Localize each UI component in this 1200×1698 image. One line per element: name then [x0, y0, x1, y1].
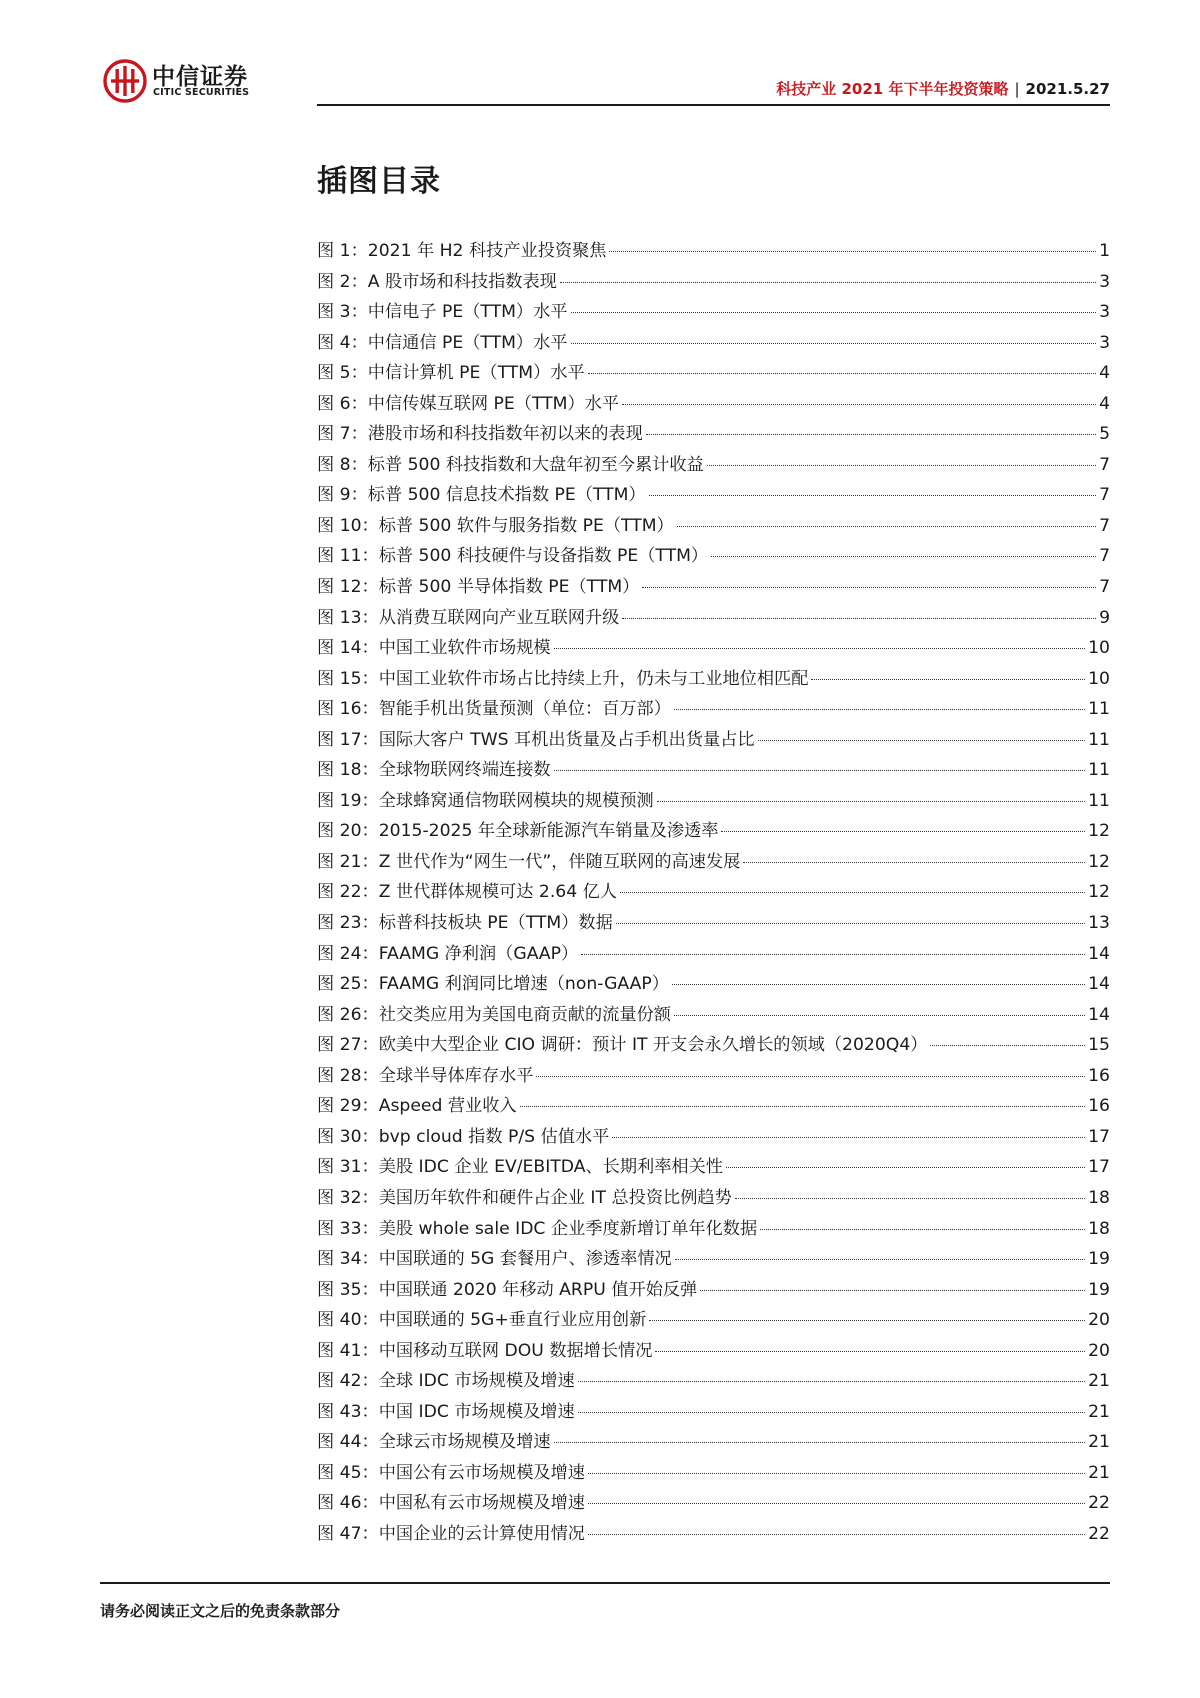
toc-entry-page: 3 [1099, 332, 1110, 353]
toc-dot-leader [554, 648, 1086, 649]
toc-entry-label: 图 21：Z 世代作为“网生一代”，伴随互联网的高速发展 [317, 851, 741, 872]
toc-entry[interactable] [317, 358, 1110, 389]
toc-entry[interactable] [317, 1122, 1110, 1153]
toc-entry-page: 21 [1088, 1401, 1110, 1422]
toc-entry-page: 13 [1088, 913, 1110, 934]
toc-entry-label: 图 4：中信通信 PE（TTM）水平 [317, 332, 568, 353]
figure-list [317, 236, 1110, 1550]
citic-logo-icon [103, 59, 147, 103]
toc-entry[interactable] [317, 664, 1110, 695]
toc-entry-page: 7 [1099, 577, 1110, 598]
toc-entry[interactable] [317, 1458, 1110, 1489]
toc-entry[interactable] [317, 1397, 1110, 1428]
toc-dot-leader [700, 1290, 1085, 1291]
toc-dot-leader [620, 892, 1085, 893]
toc-entry-label: 图 26：社交类应用为美国电商贡献的流量份额 [317, 1004, 671, 1025]
toc-entry-label: 图 10：标普 500 软件与服务指数 PE（TTM） [317, 515, 674, 536]
toc-dot-leader [588, 1534, 1085, 1535]
toc-entry-label: 图 42：全球 IDC 市场规模及增速 [317, 1371, 575, 1392]
toc-dot-leader [711, 556, 1096, 557]
toc-entry-label: 图 24：FAAMG 净利润（GAAP） [317, 943, 579, 964]
toc-entry-label: 图 41：中国移动互联网 DOU 数据增长情况 [317, 1340, 653, 1361]
toc-entry-label: 图 15：中国工业软件市场占比持续上升，仍未与工业地位相匹配 [317, 668, 809, 689]
toc-entry-page: 16 [1088, 1065, 1110, 1086]
header-separator: | [1014, 80, 1020, 98]
toc-entry[interactable] [317, 1091, 1110, 1122]
toc-entry-label: 图 28：全球半导体库存水平 [317, 1065, 534, 1086]
toc-entry-label: 图 13：从消费互联网向产业互联网升级 [317, 607, 620, 628]
toc-entry[interactable] [317, 1183, 1110, 1214]
toc-entry-page: 19 [1088, 1249, 1110, 1270]
toc-entry-page: 22 [1088, 1493, 1110, 1514]
toc-entry[interactable] [317, 1366, 1110, 1397]
toc-dot-leader [581, 954, 1085, 955]
toc-entry-page: 21 [1088, 1462, 1110, 1483]
toc-entry[interactable] [317, 450, 1110, 481]
footer-divider [100, 1582, 1110, 1584]
toc-entry-label: 图 40：中国联通的 5G+垂直行业应用创新 [317, 1310, 647, 1331]
toc-dot-leader [675, 1259, 1085, 1260]
toc-entry[interactable] [317, 633, 1110, 664]
logo-chinese-name: 中信证券 [152, 64, 248, 90]
toc-entry[interactable] [317, 939, 1110, 970]
toc-entry-page: 10 [1088, 638, 1110, 659]
toc-dot-leader [735, 1198, 1085, 1199]
page-title: 插图目录 [317, 164, 441, 199]
toc-entry[interactable] [317, 480, 1110, 511]
toc-entry-label: 图 35：中国联通 2020 年移动 ARPU 值开始反弹 [317, 1279, 698, 1300]
toc-entry-label: 图 19：全球蜂窝通信物联网模块的规模预测 [317, 790, 654, 811]
toc-entry-label: 图 47：中国企业的云计算使用情况 [317, 1523, 585, 1544]
report-title: 科技产业 2021 年下半年投资策略 [776, 80, 1009, 98]
toc-entry[interactable] [317, 1061, 1110, 1092]
toc-entry[interactable] [317, 969, 1110, 1000]
logo-english-name: CITIC SECURITIES [153, 87, 250, 98]
toc-entry-label: 图 9：标普 500 信息技术指数 PE（TTM） [317, 485, 646, 506]
toc-dot-leader [672, 984, 1085, 985]
toc-entry[interactable] [317, 419, 1110, 450]
toc-dot-leader [721, 831, 1085, 832]
toc-dot-leader [554, 1442, 1086, 1443]
toc-entry[interactable] [317, 1427, 1110, 1458]
toc-entry[interactable] [317, 1244, 1110, 1275]
toc-entry-label: 图 3：中信电子 PE（TTM）水平 [317, 302, 568, 323]
toc-entry-label: 图 1：2021 年 H2 科技产业投资聚焦 [317, 241, 607, 261]
toc-entry-label: 图 18：全球物联网终端连接数 [317, 760, 551, 781]
toc-entry[interactable] [317, 511, 1110, 542]
toc-entry[interactable] [317, 1030, 1110, 1061]
toc-entry-page: 14 [1088, 974, 1110, 995]
toc-entry[interactable] [317, 1214, 1110, 1245]
toc-entry-page: 11 [1088, 699, 1110, 720]
toc-dot-leader [536, 1076, 1085, 1077]
toc-entry[interactable] [317, 786, 1110, 817]
report-date: 2021.5.27 [1025, 80, 1110, 98]
toc-dot-leader [649, 1320, 1085, 1321]
toc-entry-page: 9 [1099, 607, 1110, 628]
toc-entry-page: 14 [1088, 943, 1110, 964]
toc-entry-page: 22 [1088, 1523, 1110, 1544]
toc-dot-leader [560, 282, 1096, 283]
toc-dot-leader [677, 526, 1096, 527]
toc-dot-leader [657, 801, 1085, 802]
toc-entry-label: 图 2：A 股市场和科技指数表现 [317, 271, 557, 292]
toc-dot-leader [588, 373, 1096, 374]
toc-entry[interactable] [317, 1000, 1110, 1031]
toc-entry-page: 7 [1099, 485, 1110, 506]
toc-entry-page: 12 [1088, 821, 1110, 842]
toc-entry[interactable] [317, 328, 1110, 359]
toc-entry-label: 图 46：中国私有云市场规模及增速 [317, 1493, 585, 1514]
toc-dot-leader [655, 1351, 1085, 1352]
toc-dot-leader [674, 1015, 1085, 1016]
toc-entry-page: 21 [1088, 1432, 1110, 1453]
toc-entry-page: 11 [1088, 729, 1110, 750]
toc-entry-label: 图 12：标普 500 半导体指数 PE（TTM） [317, 577, 640, 598]
toc-entry[interactable] [317, 816, 1110, 847]
toc-entry-label: 图 14：中国工业软件市场规模 [317, 638, 551, 659]
toc-entry-label: 图 43：中国 IDC 市场规模及增速 [317, 1401, 575, 1422]
toc-entry-page: 12 [1088, 882, 1110, 903]
toc-entry-label: 图 17：国际大客户 TWS 耳机出货量及占手机出货量占比 [317, 729, 755, 750]
toc-entry[interactable] [317, 1519, 1110, 1550]
toc-dot-leader [622, 404, 1096, 405]
toc-entry[interactable] [317, 755, 1110, 786]
toc-entry[interactable] [317, 603, 1110, 634]
toc-entry-page: 18 [1088, 1187, 1110, 1208]
toc-entry-label: 图 20：2015-2025 年全球新能源汽车销量及渗透率 [317, 821, 719, 842]
toc-dot-leader [726, 1167, 1085, 1168]
toc-entry[interactable] [317, 908, 1110, 939]
toc-entry-label: 图 22：Z 世代群体规模可达 2.64 亿人 [317, 882, 618, 903]
toc-dot-leader [571, 312, 1097, 313]
toc-entry-label: 图 7：港股市场和科技指数年初以来的表现 [317, 424, 643, 445]
toc-dot-leader [571, 343, 1097, 344]
toc-entry-page: 7 [1099, 515, 1110, 536]
toc-entry-label: 图 34：中国联通的 5G 套餐用户、渗透率情况 [317, 1249, 672, 1270]
toc-entry-page: 7 [1099, 454, 1110, 475]
toc-dot-leader [578, 1412, 1085, 1413]
toc-entry[interactable] [317, 267, 1110, 298]
toc-entry[interactable] [317, 1305, 1110, 1336]
toc-entry-label: 图 16：智能手机出货量预测（单位：百万部） [317, 699, 671, 720]
toc-entry[interactable] [317, 236, 1110, 267]
disclaimer-note: 请务必阅读正文之后的免责条款部分 [100, 1602, 341, 1620]
toc-entry[interactable] [317, 1336, 1110, 1367]
toc-entry-page: 21 [1088, 1371, 1110, 1392]
toc-entry-page: 3 [1099, 271, 1110, 292]
toc-dot-leader [616, 923, 1085, 924]
toc-entry-page: 12 [1088, 851, 1110, 872]
toc-entry[interactable] [317, 725, 1110, 756]
toc-dot-leader [649, 495, 1096, 496]
toc-entry[interactable] [317, 389, 1110, 420]
report-meta [776, 78, 1110, 99]
page-header [100, 56, 1110, 106]
toc-entry-page: 10 [1088, 668, 1110, 689]
toc-dot-leader [609, 251, 1096, 252]
toc-entry-label: 图 32：美国历年软件和硬件占企业 IT 总投资比例趋势 [317, 1187, 732, 1208]
toc-entry-page: 1 [1099, 241, 1110, 261]
toc-dot-leader [760, 1229, 1085, 1230]
toc-entry[interactable] [317, 877, 1110, 908]
toc-dot-leader [588, 1473, 1085, 1474]
toc-entry-label: 图 23：标普科技板块 PE（TTM）数据 [317, 913, 613, 934]
toc-dot-leader [642, 587, 1096, 588]
toc-entry[interactable] [317, 1488, 1110, 1519]
toc-dot-leader [646, 434, 1096, 435]
toc-entry-page: 20 [1088, 1340, 1110, 1361]
citic-logo [100, 56, 270, 106]
toc-entry-label: 图 29：Aspeed 营业收入 [317, 1096, 517, 1117]
toc-entry-page: 7 [1099, 546, 1110, 567]
header-divider [317, 104, 1110, 106]
toc-entry-page: 18 [1088, 1218, 1110, 1239]
toc-dot-leader [554, 770, 1086, 771]
toc-entry-label: 图 27：欧美中大型企业 CIO 调研：预计 IT 开支会永久增长的领域（2020Q4） [317, 1035, 928, 1056]
toc-entry-label: 图 11：标普 500 科技硬件与设备指数 PE（TTM） [317, 546, 709, 567]
toc-entry-label: 图 30：bvp cloud 指数 P/S 估值水平 [317, 1126, 610, 1147]
toc-entry-page: 17 [1088, 1126, 1110, 1147]
toc-entry-page: 5 [1099, 424, 1110, 445]
toc-entry-page: 19 [1088, 1279, 1110, 1300]
toc-entry-page: 11 [1088, 790, 1110, 811]
toc-dot-leader [622, 618, 1096, 619]
toc-entry-label: 图 31：美股 IDC 企业 EV/EBITDA、长期利率相关性 [317, 1157, 723, 1178]
toc-entry-page: 17 [1088, 1157, 1110, 1178]
toc-entry-label: 图 33：美股 whole sale IDC 企业季度新增订单年化数据 [317, 1218, 758, 1239]
toc-dot-leader [674, 709, 1085, 710]
toc-entry-page: 11 [1088, 760, 1110, 781]
toc-dot-leader [578, 1381, 1085, 1382]
toc-dot-leader [743, 862, 1085, 863]
toc-entry[interactable] [317, 1152, 1110, 1183]
toc-dot-leader [520, 1106, 1086, 1107]
toc-entry[interactable] [317, 847, 1110, 878]
toc-dot-leader [758, 740, 1086, 741]
toc-entry[interactable] [317, 694, 1110, 725]
toc-entry-page: 4 [1099, 393, 1110, 414]
toc-entry-page: 3 [1099, 302, 1110, 323]
toc-entry-label: 图 44：全球云市场规模及增速 [317, 1432, 551, 1453]
toc-entry-label: 图 5：中信计算机 PE（TTM）水平 [317, 363, 585, 384]
toc-dot-leader [811, 679, 1085, 680]
toc-entry-page: 15 [1088, 1035, 1110, 1056]
toc-entry-page: 4 [1099, 363, 1110, 384]
toc-entry-label: 图 45：中国公有云市场规模及增速 [317, 1462, 585, 1483]
toc-entry-page: 16 [1088, 1096, 1110, 1117]
toc-entry[interactable] [317, 541, 1110, 572]
toc-dot-leader [930, 1045, 1085, 1046]
toc-entry-page: 14 [1088, 1004, 1110, 1025]
toc-entry-label: 图 6：中信传媒互联网 PE（TTM）水平 [317, 393, 620, 414]
toc-entry-label: 图 8：标普 500 科技指数和大盘年初至今累计收益 [317, 454, 704, 475]
toc-dot-leader [707, 465, 1096, 466]
toc-entry-page: 20 [1088, 1310, 1110, 1331]
toc-entry[interactable] [317, 297, 1110, 328]
toc-dot-leader [588, 1503, 1085, 1504]
toc-entry-label: 图 25：FAAMG 利润同比增速（non-GAAP） [317, 974, 669, 995]
toc-entry[interactable] [317, 1275, 1110, 1306]
toc-entry[interactable] [317, 572, 1110, 603]
toc-dot-leader [612, 1137, 1085, 1138]
